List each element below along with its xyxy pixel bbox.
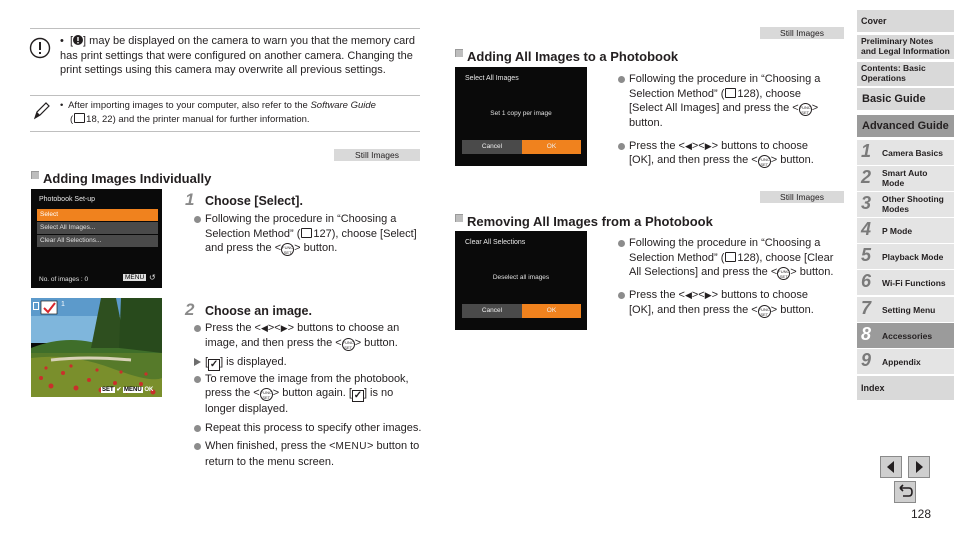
list-item: To remove the image from the photobook, press the <FUNC SET > button again. [ ✓ ] is no longer displayed. — [194, 372, 424, 417]
photobook-setup-screen — [31, 189, 162, 288]
next-page-button[interactable] — [908, 456, 930, 478]
screen-footer: SET ✔ MENU OK — [102, 387, 154, 393]
check-icon: ✓ — [353, 390, 363, 401]
sidebar-chapter-9[interactable]: 9 Appendix — [857, 349, 954, 374]
step-2-bullets — [194, 321, 424, 473]
warning-text: • [ ] may be displayed on the camera to warn you that the memory card has print settings that were configured on another camera. Changing the print settings using this camera may overwrite all previous settings. — [60, 35, 416, 76]
sidebar-chapter-8[interactable]: 8 Accessories — [857, 323, 954, 348]
list-item: Press the <◀><▶> buttons to choose an image, and then press the <FUNC SET > button. — [194, 321, 424, 351]
ok-option: OK — [522, 304, 581, 318]
func-set-icon: FUNC SET — [758, 157, 770, 167]
section-heading-all-images: Adding All Images to a Photobook — [455, 49, 678, 64]
sidebar-item-preliminary-notes[interactable]: Preliminary Notes and Legal Information — [857, 35, 954, 59]
step-title-1: Choose [Select]. — [205, 194, 303, 208]
divider-2 — [30, 131, 420, 132]
screen-message: Deselect all images — [492, 274, 550, 281]
divider-1 — [30, 95, 420, 96]
sidebar-chapter-7[interactable]: 7 Setting Menu — [857, 297, 954, 322]
step-title-2: Choose an image. — [205, 304, 312, 318]
func-set-icon: FUNC SET — [758, 306, 770, 317]
screen-message: Set 1 copy per image — [490, 110, 552, 117]
screen-title: Select All Images — [465, 75, 519, 82]
cancel-option: Cancel — [462, 304, 522, 318]
print-icon — [33, 302, 39, 310]
book-ref-icon — [725, 88, 736, 98]
check-icon: ✓ — [209, 358, 219, 370]
landscape-photo — [31, 298, 162, 397]
list-item: When finished, press the <MENU> button to return to the menu screen. — [194, 439, 424, 469]
note-text: • After importing images to your computer, also refer to the Software Guide ( 18, 22) and the printer manual for further information. — [60, 100, 376, 125]
return-icon: ↺ — [149, 273, 156, 282]
func-set-icon: FUNC SET — [778, 269, 790, 279]
func-set-icon: FUNC SET — [260, 390, 272, 400]
arrow-left-icon — [881, 457, 901, 477]
sidebar-item-advanced-guide[interactable]: Advanced Guide — [857, 115, 954, 137]
page-number: 128 — [911, 507, 932, 521]
list-item: Following the procedure in “Choosing a Selection Method” ( 128), choose [Select All Images] and press the <FUNC SET > button. — [618, 72, 836, 131]
section-heading-remove-all: Removing All Images from a Photobook — [455, 214, 713, 229]
menu-option-select-all: Select All Images... — [37, 222, 158, 234]
sidebar-chapter-5[interactable]: 5 Playback Mode — [857, 244, 954, 269]
arrow-right-icon — [909, 457, 929, 477]
menu-key-label: MENU — [335, 441, 367, 452]
func-set-icon: FUNC SET — [282, 245, 294, 255]
step-1-bullets — [194, 212, 422, 260]
book-ref-icon — [301, 228, 312, 238]
warning-mark-icon — [73, 35, 83, 45]
func-set-icon: FUNC SET — [799, 105, 811, 115]
clear-all-selections-screen — [455, 231, 587, 330]
list-item: Following the procedure in “Choosing a Selection Method” ( 128), choose [Clear All Selections] and press the <FUNC SET > button. — [618, 236, 836, 280]
menu-option-clear-all: Clear All Selections... — [37, 235, 158, 247]
sidebar-chapter-1[interactable]: 1 Camera Basics — [857, 140, 954, 165]
sidebar-chapter-4[interactable]: 4 P Mode — [857, 218, 954, 243]
sidebar-chapter-3[interactable]: 3 Other Shooting Modes — [857, 192, 954, 217]
step-number-2: 2 — [185, 300, 195, 319]
return-arrow-icon — [895, 482, 915, 502]
list-item: Press the <◀><▶> buttons to choose [OK], and then press the <FUNC SET > button. — [618, 288, 836, 318]
still-images-tag: Still Images — [760, 191, 844, 203]
list-item: [ ✓ ] is displayed. — [194, 355, 424, 371]
section-heading-individual: Adding Images Individually — [31, 171, 211, 186]
top-rule — [30, 28, 420, 29]
book-ref-icon — [725, 252, 736, 262]
still-images-tag: Still Images — [334, 149, 420, 161]
select-all-images-screen — [455, 67, 587, 166]
book-ref-icon — [74, 113, 85, 123]
screen-title: Photobook Set-up — [39, 196, 96, 203]
list-item: Repeat this process to specify other images. — [194, 421, 424, 436]
sidebar-chapter-2[interactable]: 2 Smart Auto Mode — [857, 166, 954, 191]
sidebar-chapter-6[interactable]: 6 Wi-Fi Functions — [857, 270, 954, 295]
caution-icon — [29, 37, 51, 59]
list-item: Press the <◀><▶> buttons to choose [OK], and then press the <FUNC SET > button. — [618, 139, 836, 169]
image-count: No. of images : 0 — [39, 276, 89, 283]
all-images-bullets — [618, 72, 836, 172]
previous-page-button[interactable] — [880, 456, 902, 478]
ok-option: OK — [522, 140, 581, 154]
still-images-tag: Still Images — [760, 27, 844, 39]
sidebar-item-basic-guide[interactable]: Basic Guide — [857, 88, 954, 110]
func-set-icon: FUNC SET — [342, 339, 354, 350]
cancel-option: Cancel — [462, 140, 522, 154]
list-item: Following the procedure in “Choosing a Selection Method” ( 127), choose [Select] and press the <FUNC SET > button. — [194, 212, 422, 256]
menu-key-badge: MENU — [125, 274, 145, 281]
menu-option-select: Select — [37, 209, 158, 221]
step-number-1: 1 — [185, 190, 195, 209]
sidebar-item-contents[interactable]: Contents: Basic Operations — [857, 62, 954, 86]
sidebar-item-cover[interactable]: Cover — [857, 10, 954, 32]
image-selection-screen — [31, 298, 162, 397]
return-button[interactable] — [894, 481, 916, 503]
remove-all-bullets — [618, 236, 836, 322]
screen-title: Clear All Selections — [465, 239, 526, 246]
pencil-icon — [31, 100, 51, 122]
image-number: 1 — [61, 301, 65, 308]
sidebar-item-index[interactable]: Index — [857, 376, 954, 400]
